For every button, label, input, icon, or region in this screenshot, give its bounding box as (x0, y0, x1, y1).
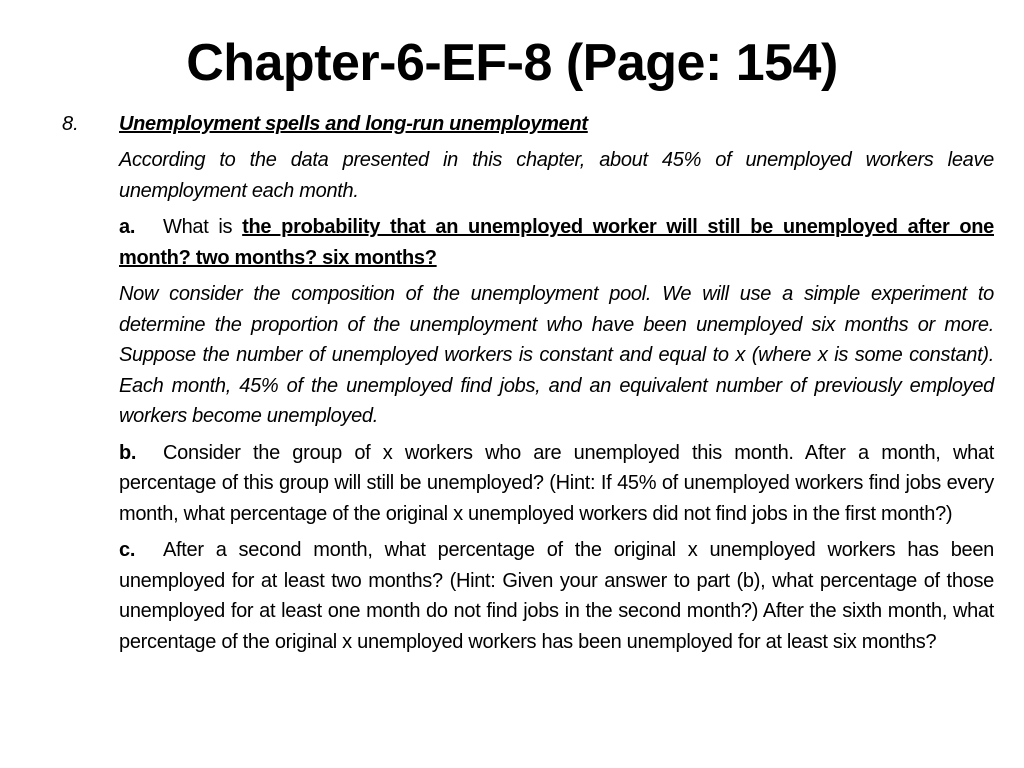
part-c-label: c. (119, 539, 136, 561)
slide-title: Chapter-6-EF-8 (Page: 154) (186, 34, 838, 92)
question-title: Unemployment spells and long-run unemployment (119, 113, 588, 135)
question-header (62, 109, 994, 139)
question-setup: Now consider the composition of the unemployment pool. We will use a simple experiment to determine the proportion of the unemployment who have been unemployed six months or more. Suppose the number of unemployed workers is constant and equal to x (where x is some constant). Each month, 45% of the unemployed find jobs, and an equivalent number of previously employed workers become unemployed. (119, 283, 994, 427)
question-block (62, 109, 994, 657)
part-b-label: b. (119, 441, 137, 464)
question-intro: According to the data presented in this chapter, about 45% of unemployed workers leave unemployment each month. (119, 149, 994, 202)
part-b (119, 438, 994, 530)
part-c (119, 535, 994, 657)
part-a-label: a. (119, 216, 136, 238)
part-a-question: the probability that an unemployed worker will still be unemployed after one month? two months? six months? (119, 216, 994, 269)
part-a (119, 212, 994, 273)
part-b-text: Consider the group of x workers who are unemployed this month. After a month, what percentage of this group will still be unemployed? (Hint: If 45% of unemployed workers find jobs every month, what percentage of the original x unemployed workers did not find jobs in the first month?) (119, 441, 994, 525)
part-c-text: After a second month, what percentage of the original x unemployed workers has been unemployed for at least two months? (Hint: Given your answer to part (b), what percentage of those unemployed for at least one month do not find jobs in the second month?) After the sixth month, what percentage of the original x unemployed workers has been unemployed for at least six months? (119, 539, 994, 653)
part-a-prefix: What is (163, 216, 243, 238)
question-number: 8. (62, 113, 79, 135)
